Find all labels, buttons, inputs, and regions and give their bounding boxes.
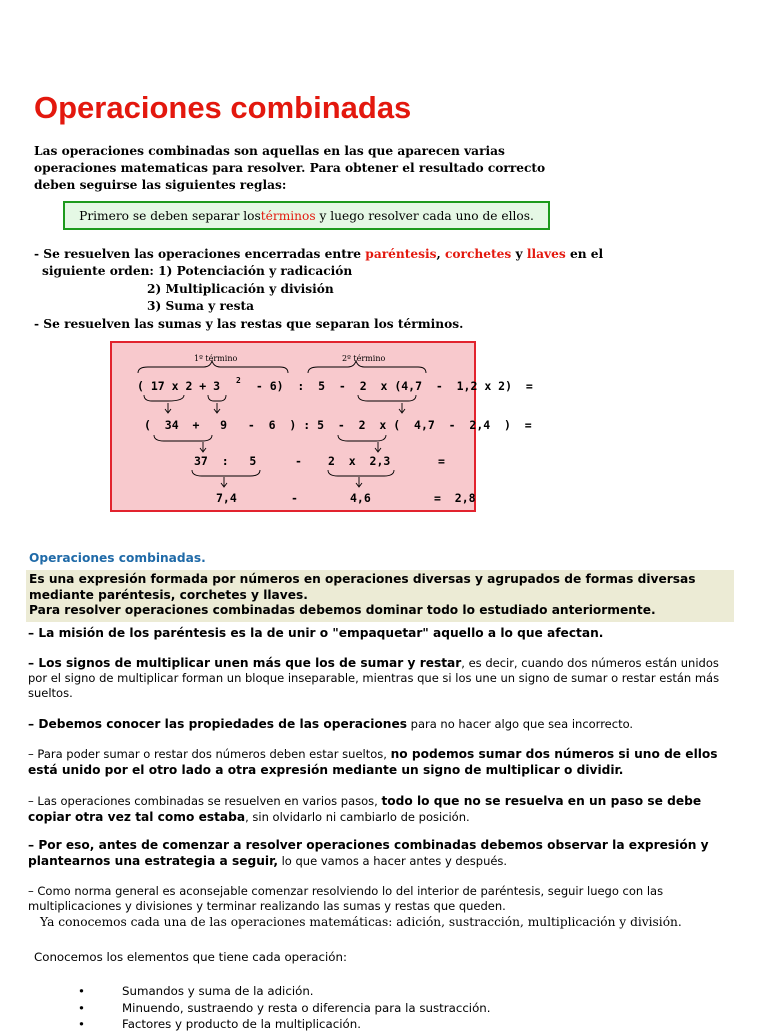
rules-line-5: - Se resuelven las sumas y las restas que separan los términos. (34, 317, 464, 331)
arrow-1 (165, 403, 171, 413)
paragraph-6-bold: – Por eso, antes de comenzar a resolver operaciones combinadas debemos observar la expresión y plantearnos una estrategia a seguir, (28, 838, 709, 868)
row2-sub-brace-a (154, 435, 212, 441)
paragraph-5-start: – Las operaciones combinadas se resuelven en varios pasos, (28, 794, 382, 808)
rules-parentesis: paréntesis (365, 247, 437, 261)
rules-y: y (511, 247, 527, 261)
rules-line-4: 3) Suma y resta (147, 299, 255, 313)
rule-box-text-after: y luego resolver cada uno de ellos. (315, 208, 534, 223)
rules-corchetes: corchetes (445, 247, 512, 261)
row1-exponent: 2 (236, 376, 241, 385)
paragraph-6-rest: lo que vamos a hacer antes y después. (277, 853, 508, 868)
paragraph-5-rest: , sin olvidarlo ni cambiarlo de posición. (245, 809, 470, 824)
rules-line-1-end: en el (565, 247, 604, 261)
row3-sub-brace-a (192, 470, 260, 476)
row3-equals: = (438, 454, 445, 468)
rules-line-1-start: - Se resuelven las operaciones encerradas entre (34, 247, 366, 261)
paragraph-4-bold: no podemos sumar dos números si uno de ellos está unido por el otro lado a otra expresión mediante un signo de multiplicar o dividir. (28, 747, 718, 777)
term2-label: 2º término (342, 354, 386, 363)
row4-right: 4,6 (350, 491, 371, 505)
arrow-5 (375, 442, 381, 452)
paragraph-2-bold: – Los signos de multiplicar unen más que los de sumar y restar (28, 656, 462, 670)
paragraph-4-start: – Para poder sumar o restar dos números deben estar sueltos, (28, 747, 391, 761)
paragraph-2-rest: , es decir, cuando dos números están unidos por el signo de multiplicar forman un bloque inseparable, mientras que si los une un signo de sumar o restar están más sueltos. (28, 656, 720, 700)
rule-box (63, 201, 550, 230)
bullet-dot-3: • (78, 1017, 85, 1031)
example-diagram (110, 341, 533, 512)
bullet-dot-1: • (78, 984, 85, 998)
rules-line-1 (34, 246, 603, 263)
paragraph-3-bold: – Debemos conocer las propiedades de las operaciones (28, 717, 407, 731)
row1-rest: - 6) : 5 - 2 x (4,7 - 1,2 x 2) = (242, 379, 533, 393)
bullet-item-2 (78, 1001, 491, 1015)
conocemos-line: Conocemos los elementos que tiene cada operación: (34, 950, 347, 964)
bullet-text-3: Factores y producto de la multiplicación. (122, 1017, 361, 1031)
paragraph-2 (28, 656, 728, 701)
term1-label: 1º término (194, 354, 238, 363)
paragraph-5-bold: todo lo que no se resuelva en un paso se debe copiar otra vez tal como estaba (28, 794, 702, 824)
row1-text: ( 17 x 2 + 3 (137, 379, 221, 393)
row3-right: 2 x 2,3 (328, 454, 391, 468)
example-diagram-svg (112, 343, 533, 510)
bullet-text-1: Sumandos y suma de la adición. (122, 984, 314, 998)
rules-llaves: llaves (526, 247, 566, 261)
section-subtitle: Operaciones combinadas. (29, 551, 206, 565)
row3-left: 37 : 5 (194, 454, 257, 468)
arrow-7 (356, 477, 362, 487)
row1-sub-brace-b (208, 395, 226, 401)
row4-left: 7,4 (216, 491, 237, 505)
definition-line-2: Para resolver operaciones combinadas debemos dominar todo lo estudiado anteriormente. (29, 603, 656, 617)
bullet-dot-2: • (78, 1001, 85, 1015)
arrow-3 (399, 403, 405, 413)
ya-conocemos-line: Ya conocemos cada una de las operaciones matemáticas: adición, sustracción, multiplicación y división. (40, 915, 682, 929)
rules-line-3: 2) Multiplicación y división (147, 282, 334, 296)
row2-text: ( 34 + 9 - 6 ) : 5 - 2 x ( 4,7 - 2,4 ) = (144, 418, 532, 432)
arrow-2 (214, 403, 220, 413)
term1-brace (138, 361, 288, 373)
paragraph-1: – La misión de los paréntesis es la de unir o "empaquetar" aquello a lo que afectan. (28, 626, 604, 640)
paragraph-6 (28, 838, 728, 869)
row4-result: = 2,8 (434, 491, 476, 505)
row1-sub-brace-c (358, 395, 416, 401)
paragraph-7: – Como norma general es aconsejable comenzar resolviendo lo del interior de paréntesis, seguir luego con las multiplicaciones y divisiones y terminar realizando las sumas y restas que queden. (28, 884, 664, 913)
paragraph-4 (28, 747, 728, 778)
bullet-text-2: Minuendo, sustraendo y resta o diferencia para la sustracción. (122, 1001, 491, 1015)
row3-sub-brace-b (328, 470, 394, 476)
row1-sub-brace-a (144, 395, 184, 401)
paragraph-3-rest: para no hacer algo que sea incorrecto. (406, 717, 634, 731)
row4-minus: - (291, 491, 298, 505)
bullet-item-1 (78, 984, 314, 998)
paragraph-5 (28, 794, 728, 825)
page-title: Operaciones combinadas (34, 90, 412, 125)
arrow-6 (221, 477, 227, 487)
bullet-item-3 (78, 1017, 361, 1031)
rule-box-highlight: términos (260, 208, 316, 223)
paragraph-3 (28, 717, 728, 733)
definition-line-1: Es una expresión formada por números en operaciones diversas y agrupados de formas diversas mediante paréntesis, corchetes y llaves. (29, 572, 696, 602)
arrow-4 (200, 442, 206, 452)
row2-sub-brace-b (338, 435, 386, 441)
definition-box (26, 570, 734, 622)
intro-paragraph: Las operaciones combinadas son aquellas en las que aparecen varias operaciones matematicas para resolver. Para obtener el resultado correcto deben seguirse las siguientes reglas: (34, 144, 546, 192)
rules-comma: , (436, 247, 445, 261)
rule-box-text-before: Primero se deben separar los (79, 208, 261, 223)
row3-minus: - (295, 454, 302, 468)
rules-line-2: siguiente orden: 1) Potenciación y radicación (42, 264, 353, 278)
